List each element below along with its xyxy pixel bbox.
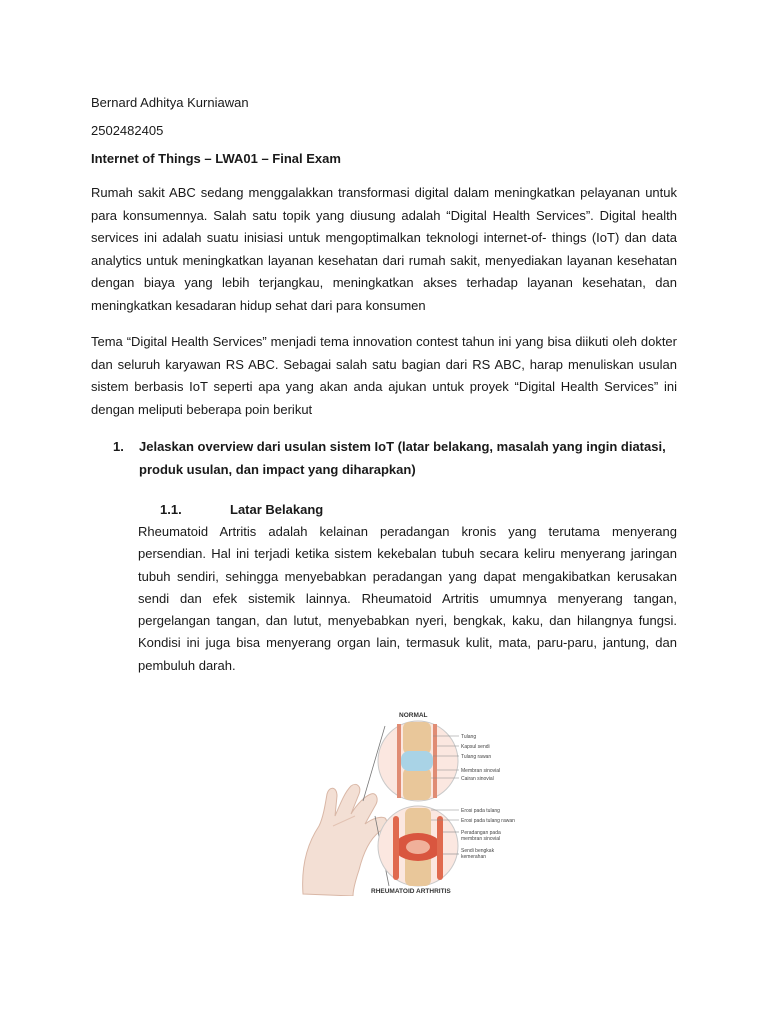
intro-paragraph: Rumah sakit ABC sedang menggalakkan transformasi digital dalam meningkatkan pelayanan untuk para konsumennya. Salah satu topik yang diusung adalah “Digital Health Services”. Digital health services ini adalah suatu inisiasi untuk mengoptimalkan teknologi internet-of- things (IoT) dan data analytics untuk meningkatkan layanan kesehatan dari rumah sakit, menyediakan layanan kesehatan dengan biaya yang lebih terjangkau, meningkatkan akses terhadap layanan kesehatan, dan meningkatkan kesadaran hidup sehat dari para konsumen — [91, 185, 677, 313]
figure-normal-title: NORMAL — [399, 712, 428, 719]
rheumatoid-arthritis-illustration — [293, 706, 533, 896]
normal-joint-diagram — [378, 721, 458, 801]
section-1-1 — [91, 499, 677, 677]
section-heading — [138, 499, 677, 521]
label-peradangan: Peradangan pada — [461, 830, 501, 836]
student-id: 2502482405 — [91, 123, 164, 138]
label-kemerahan: kemerahan — [461, 854, 487, 860]
question-1 — [91, 435, 677, 481]
author-name: Bernard Adhitya Kurniawan — [91, 95, 249, 110]
label-membran-sinovial: Membran sinovial — [461, 768, 501, 774]
document-page — [91, 92, 677, 677]
section-number: 1.1. — [160, 502, 182, 517]
label-membran-sinovial-ra: membran sinovial — [461, 836, 501, 842]
question-text: Jelaskan overview dari usulan sistem IoT (latar belakang, masalah yang ingin diatasi, produk usulan, dan impact yang diharapkan) — [139, 439, 666, 477]
hand-illustration — [303, 784, 387, 896]
label-tulang: Tulang — [461, 734, 477, 740]
label-erosi-tulang: Erosi pada tulang — [461, 808, 500, 814]
figure-ra-title: RHEUMATOID ARTHRITIS — [371, 888, 451, 895]
section-paragraph: Rheumatoid Artritis adalah kelainan peradangan kronis yang terutama menyerang persendian. Hal ini terjadi ketika sistem kekebalan tubuh secara keliru menyerang jaringan tubuh sendiri, sehingga menyebabkan peradangan yang dapat mengakibatkan kerusakan sendi dan efek sistemik lainnya. Rheumatoid Artritis umumnya menyerang tangan, pergelangan tangan, dan lutut, menyebabkan nyeri, bengkak, kaku, dan hilangnya fungsi. Kondisi ini juga bisa menyerang organ lain, termasuk kulit, mata, paru-paru, jantung, dan pembuluh darah. — [138, 524, 677, 673]
label-cairan-sinovial: Cairan sinovial — [461, 776, 494, 782]
label-erosi-tulang-rawan: Erosi pada tulang rawan — [461, 818, 515, 824]
section-title: Latar Belakang — [230, 502, 324, 517]
label-sendi-bengkak: Sendi bengkak — [461, 848, 495, 854]
document-title: Internet of Things – LWA01 – Final Exam — [91, 151, 341, 166]
question-number: 1. — [113, 439, 124, 454]
ra-joint-diagram — [378, 806, 458, 886]
label-kapsul-sendi: Kapsul sendi — [461, 744, 490, 750]
task-paragraph: Tema “Digital Health Services” menjadi tema innovation contest tahun ini yang bisa diikuti oleh dokter dan seluruh karyawan RS ABC. Sebagai salah satu bagian dari RS ABC, harap menuliskan usulan sistem berbasis IoT seperti apa yang akan anda ajukan untuk proyek “Digital Health Services” ini dengan meliputi beberapa poin berikut — [91, 334, 677, 417]
label-tulang-rawan: Tulang rawan — [461, 754, 492, 760]
